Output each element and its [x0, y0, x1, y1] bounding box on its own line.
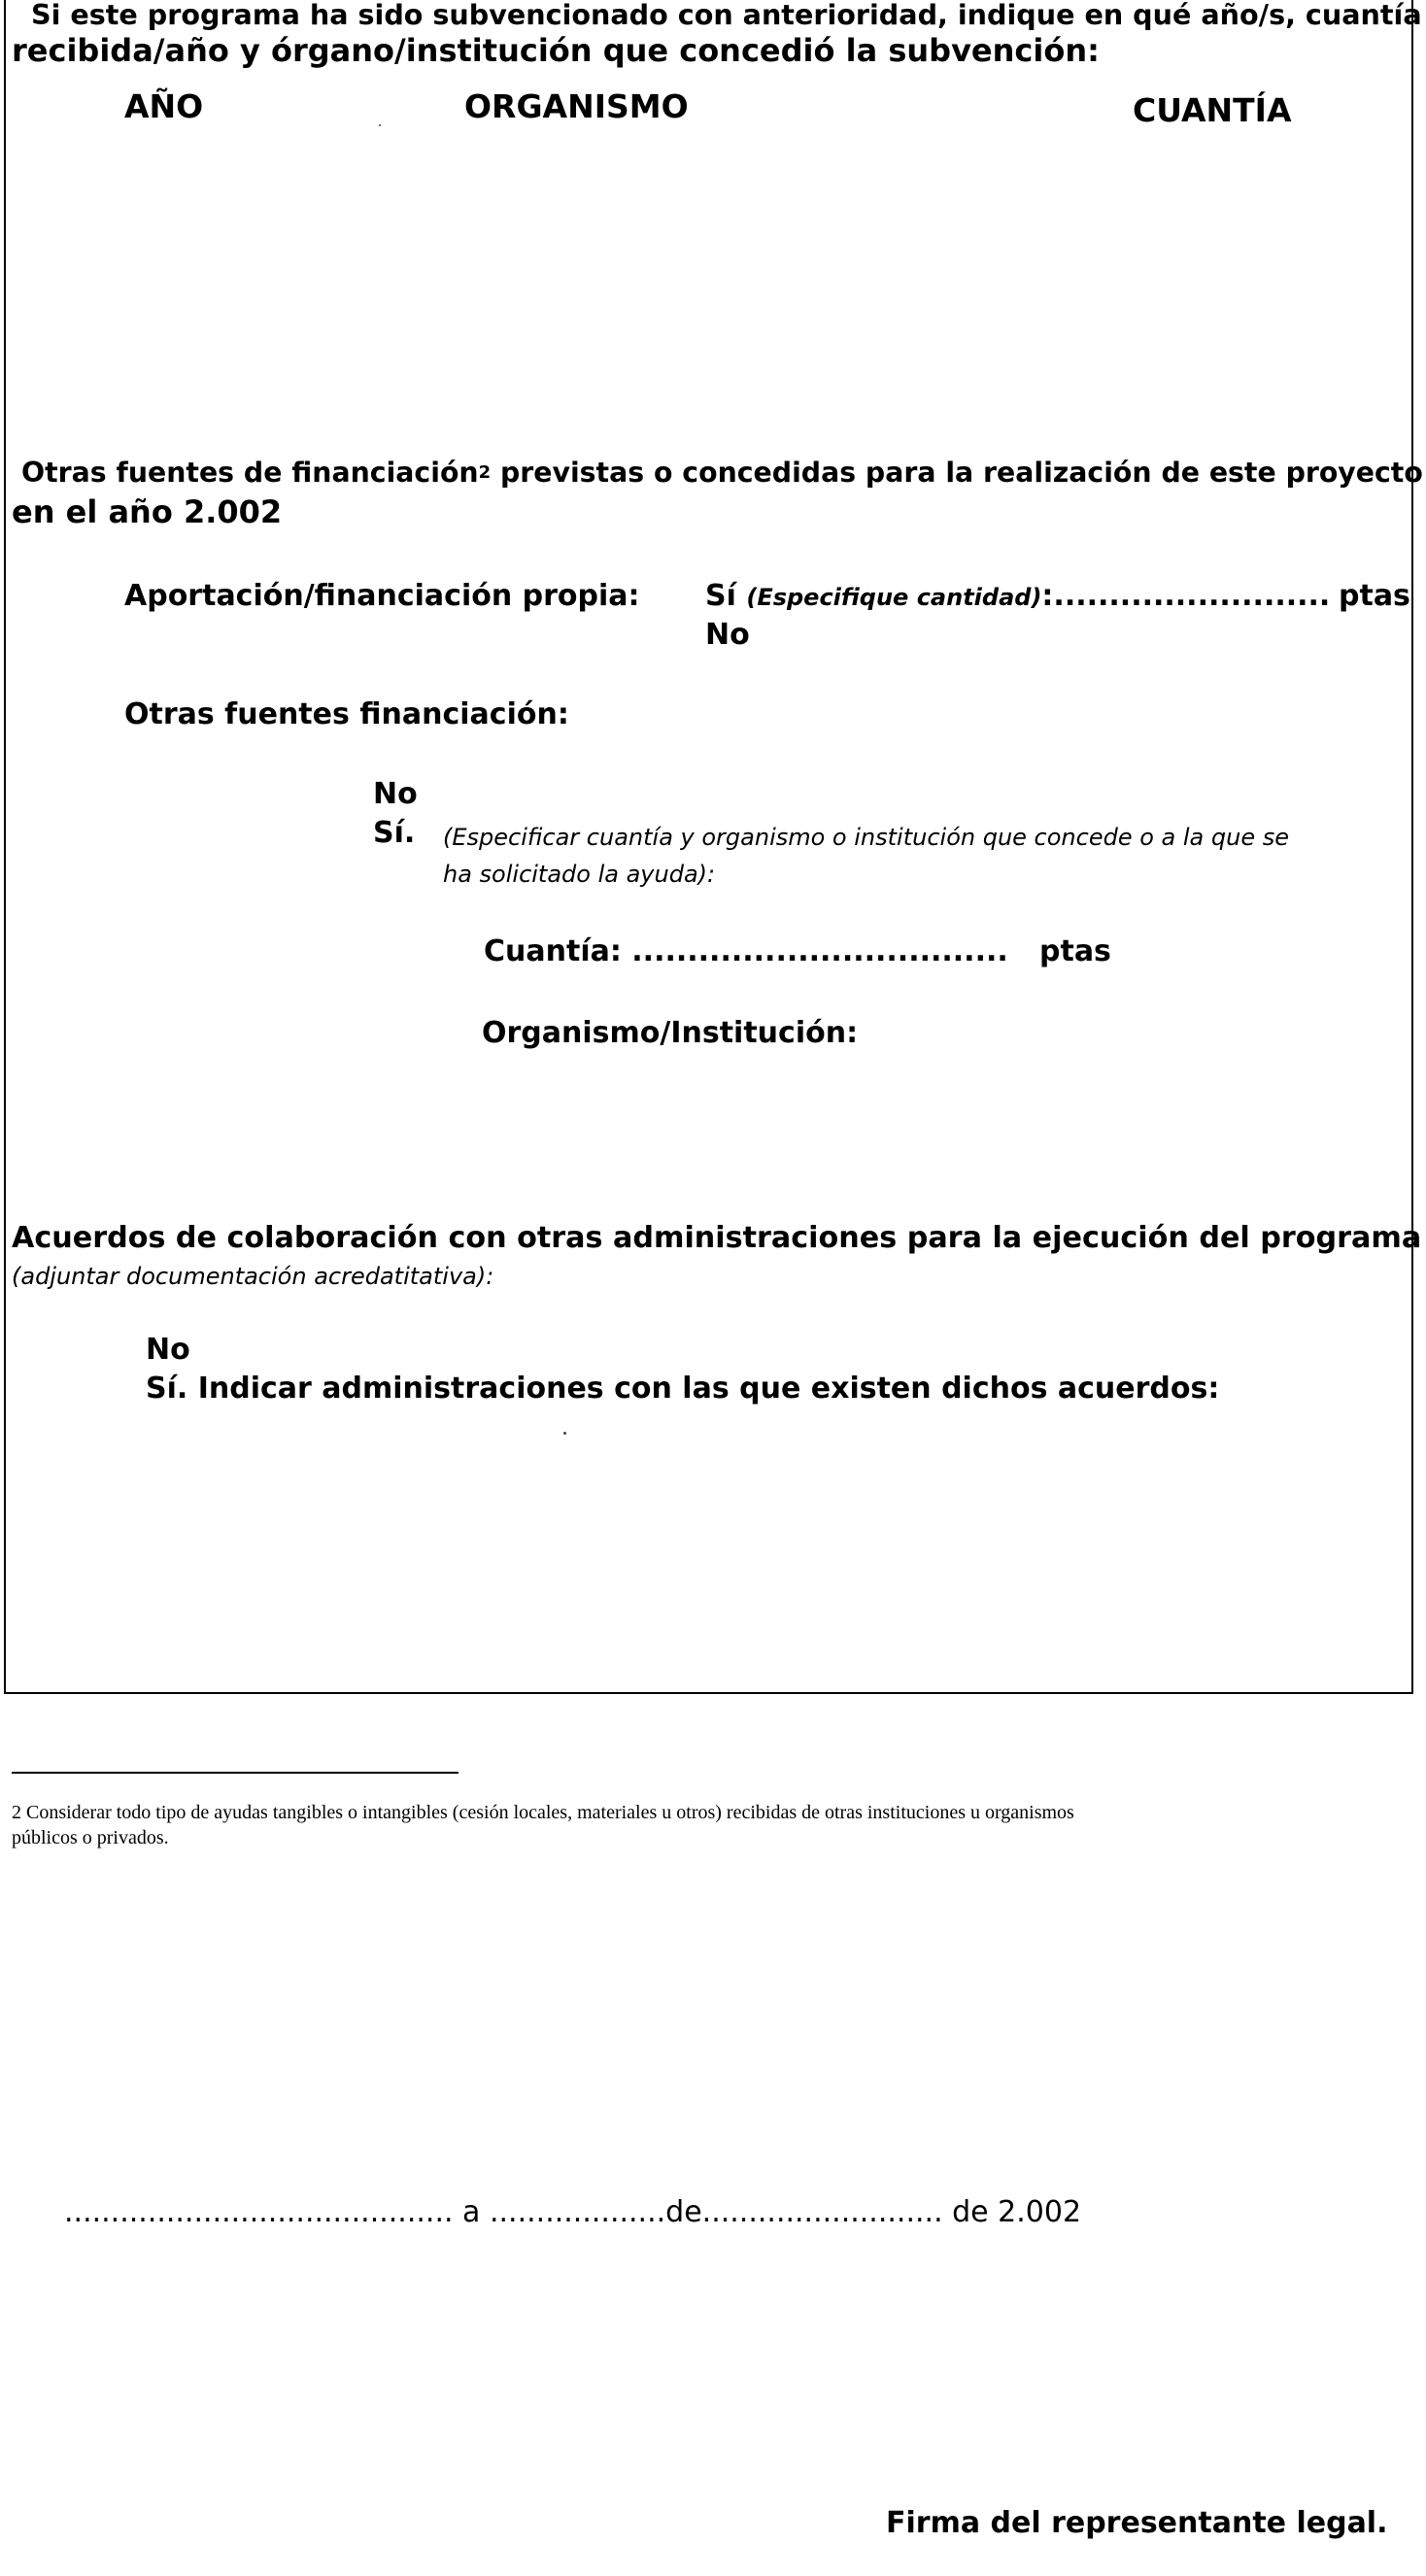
other-sources-yes: Sí. — [373, 816, 416, 850]
footnote-line2: públicos o privados. — [12, 1827, 169, 1848]
own-funding-label: Aportación/financiación propia: — [124, 579, 640, 613]
agreements-title: Acuerdos de colaboración con otras administraciones para la ejecución del programa — [12, 1221, 1422, 1255]
column-amount: CUANTÍA — [1133, 91, 1292, 129]
other-sources-no: No — [373, 777, 418, 811]
column-year: AÑO — [124, 87, 204, 125]
prior-subsidy-question-line2: recibida/año y órgano/institución que concedió la subvención: — [12, 32, 1100, 69]
scan-speck — [563, 1432, 566, 1435]
prior-subsidy-question-line1: Si este programa ha sido subvencionado con anterioridad, indique en qué año/s, cuantía — [31, 0, 1422, 31]
other-sources-hint-line1: (Especificar cuantía y organismo o institución que concede o a la que se — [443, 824, 1289, 851]
footnote-line1: 2 Considerar todo tipo de ayudas tangibles o intangibles (cesión locales, materiales u otros) recibidas de otras instituciones u organismos — [12, 1802, 1074, 1823]
footnote-separator — [12, 1772, 458, 1774]
other-funding-title-line2: en el año 2.002 — [12, 493, 283, 530]
own-funding-amount-field[interactable]: :......................... — [1041, 579, 1331, 613]
place-date-field[interactable]: .......................................... a ...................de.......................... de 2.002 — [64, 2195, 1082, 2229]
organism-institution-label: Organismo/Institución: — [482, 1016, 859, 1050]
own-funding-yes: Sí — [705, 579, 736, 613]
scan-speck — [379, 124, 381, 126]
other-sources-label: Otras fuentes financiación: — [124, 697, 569, 731]
own-funding-unit: ptas — [1339, 579, 1410, 613]
own-funding-yes-line — [705, 579, 1330, 615]
signature-label: Firma del representante legal. — [886, 2506, 1388, 2540]
own-funding-no: No — [705, 618, 750, 652]
amount-field[interactable]: Cuantía: .................................. — [484, 934, 1008, 968]
footnote-reference: 2 — [478, 462, 492, 483]
own-funding-yes-hint: (Especifique cantidad) — [746, 584, 1042, 611]
agreements-yes: Sí. Indicar administraciones con las que existen dichos acuerdos: — [146, 1372, 1220, 1406]
other-funding-title-line1: Otras fuentes de financiación$^2$ previstas o concedidas para la realización de este proyecto — [21, 457, 1423, 489]
amount-unit: ptas — [1039, 934, 1111, 968]
agreements-no: No — [146, 1333, 190, 1367]
other-sources-hint-line2: ha solicitado la ayuda): — [443, 861, 716, 888]
column-organism: ORGANISMO — [464, 87, 689, 125]
agreements-hint: (adjuntar documentación acredatitativa): — [12, 1263, 494, 1290]
